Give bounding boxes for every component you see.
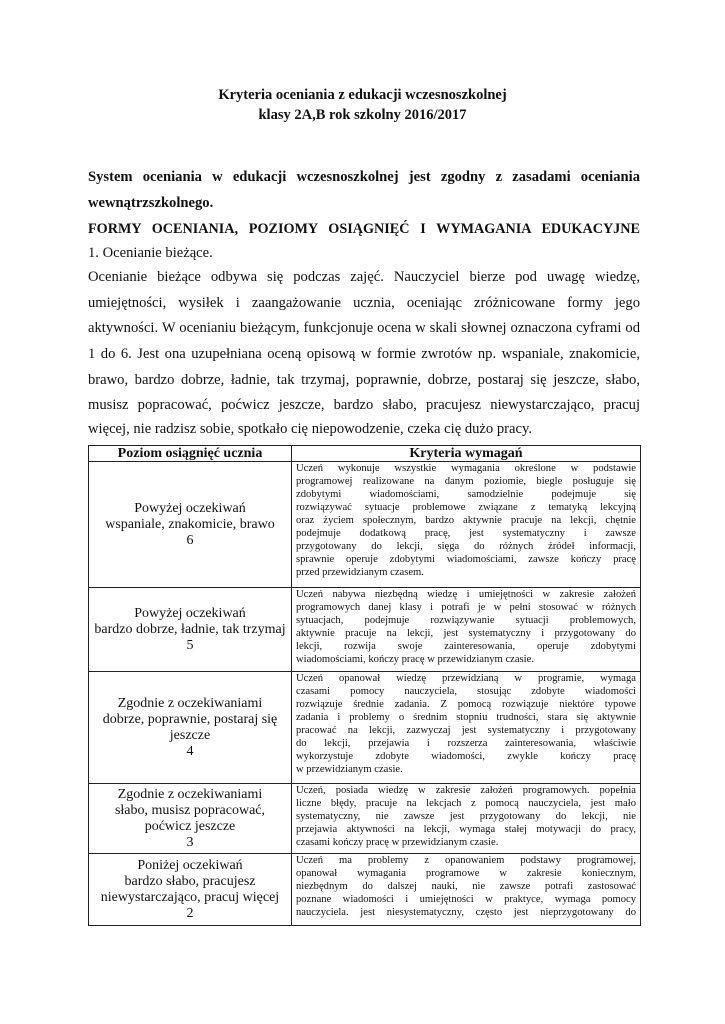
level-label: Poniżej oczekiwań bbox=[137, 857, 243, 873]
body-line: 1 do 6. Jest ona uzupełniana oceną opisową w formie zwrotów np. wspaniale, znakomicie, bbox=[88, 346, 640, 362]
criteria-cell bbox=[292, 462, 641, 588]
header-criteria: Kryteria wymagań bbox=[292, 446, 641, 462]
table-header-row bbox=[89, 446, 641, 462]
criteria-line: wykorzystuje zdobyte wiadomości, zwykle kończy pracę bbox=[296, 751, 636, 762]
criteria-line: Uczeń, posiada wiedzę w zakresie założeń programowych. popełnia bbox=[296, 785, 636, 796]
criteria-table bbox=[88, 445, 641, 926]
system-statement-line: System oceniania w edukacji wczesnoszkolnej jest zgodny z zasadami oceniania bbox=[88, 169, 640, 185]
criteria-line: zadania i problemy o średnim stopniu trudności, stara się aktywnie bbox=[296, 712, 636, 723]
criteria-line: Uczeń ma problemy z opanowaniem podstawy programowej, bbox=[296, 855, 636, 866]
criteria-line: rozwiązywać sytuacje problemowe związane z tematyką lekcyjną bbox=[296, 502, 636, 513]
criteria-line: pracować na lekcji, zazwyczaj jest systematyczny i przygotowany bbox=[296, 725, 636, 736]
level-grade: 5 bbox=[186, 637, 194, 653]
criteria-line: sytuacjach, podejmuje rozwiązywanie sytuacji problemowych, bbox=[296, 615, 636, 626]
level-cell bbox=[89, 462, 292, 588]
criteria-line: programowych danej klasy i potrafi je w pełni stosować w różnych bbox=[296, 602, 636, 613]
table-row bbox=[89, 672, 641, 784]
level-phrases: bardzo dobrze, ładnie, tak trzymaj bbox=[94, 621, 286, 637]
criteria-line: rozwiązuje średnie zadania. Z pomocą rozwiązuje niektóre typowe bbox=[296, 699, 636, 710]
criteria-line: wiadomościami, kończy pracę w przewidzianym czasie. bbox=[296, 654, 534, 665]
level-cell bbox=[89, 672, 292, 784]
criteria-line: Uczeń nabywa niezbędną wiedzę i umiejętności w zakresie założeń bbox=[296, 589, 636, 600]
table-row bbox=[89, 462, 641, 588]
criteria-line: przygotowany do lekcji, sięga do różnych źródeł informacji, bbox=[296, 541, 636, 552]
section-heading: FORMY OCENIANIA, POZIOMY OSIĄGNIĘĆ I WYMAGANIA EDUKACYJNE bbox=[88, 221, 640, 237]
criteria-line: poznane wiadomości i umiejętności w praktyce, wymaga pomocy bbox=[296, 894, 636, 905]
document-subtitle: klasy 2A,B rok szkolny 2016/2017 bbox=[258, 107, 467, 123]
criteria-cell bbox=[292, 672, 641, 784]
level-cell bbox=[89, 854, 292, 926]
criteria-line: Uczeń opanował wiedzę przewidzianą w programie, wymaga bbox=[296, 673, 636, 684]
criteria-line: systematyczny, nie zawsze jest przygotowany do lekcji, nie bbox=[296, 811, 636, 822]
criteria-cell bbox=[292, 588, 641, 672]
level-phrases: słabo, musisz popracować, bbox=[114, 802, 266, 818]
criteria-line: aktywnie pracuje na lekcji, jest systematyczny i przygotowany do bbox=[296, 628, 636, 639]
level-label: Powyżej oczekiwań bbox=[134, 605, 246, 621]
criteria-line: do lekcji, przejawia i rozszerza zainteresowania, właściwie bbox=[296, 738, 636, 749]
criteria-line: przed przewidzianym czasem. bbox=[296, 567, 424, 578]
criteria-line: lekcji, rozwija swoje zainteresowania, operuje zdobytymi bbox=[296, 641, 636, 652]
criteria-line: czasami pomocy nauczyciela, stosując zdobyte wiadomości bbox=[296, 686, 636, 697]
list-item: 1. Ocenianie bieżące. bbox=[88, 245, 213, 261]
criteria-line: przejawia aktywności na lekcji, wymaga stałej motywacji do pracy, bbox=[296, 824, 636, 835]
criteria-line: opanował wymagania programowe w zakresie koniecznym, bbox=[296, 868, 636, 879]
header-level: Poziom osiągnięć ucznia bbox=[89, 446, 292, 462]
level-cell bbox=[89, 588, 292, 672]
document-title: Kryteria oceniania z edukacji wczesnoszkolnej bbox=[218, 87, 507, 103]
body-line: Ocenianie bieżące odbywa się podczas zajęć. Nauczyciel bierze pod uwagę wiedzę, bbox=[88, 269, 640, 285]
level-label: Zgodnie z oczekiwaniami bbox=[117, 786, 263, 802]
table-row bbox=[89, 588, 641, 672]
criteria-cell bbox=[292, 784, 641, 854]
level-grade: 4 bbox=[186, 743, 194, 759]
criteria-line: czasami kończy pracę w przewidzianym czasie. bbox=[296, 837, 499, 848]
level-grade: 6 bbox=[186, 532, 194, 548]
level-label: Powyżej oczekiwań bbox=[134, 500, 246, 516]
level-grade: 3 bbox=[186, 834, 194, 850]
criteria-line: zdobytymi wiadomościami, samodzielnie podejmuje się bbox=[296, 489, 636, 500]
level-grade: 2 bbox=[186, 905, 194, 921]
body-line: brawo, bardzo dobrze, ładnie, tak trzymaj, poprawnie, dobrze, postaraj się jeszcze, słabo, bbox=[88, 372, 640, 388]
level-phrases: wspaniale, znakomicie, brawo bbox=[105, 516, 275, 532]
system-statement-line: wewnątrzszkolnego. bbox=[88, 195, 214, 211]
criteria-line: nauczyciela. jest niesystematyczny, często jest nieprzygotowany do bbox=[296, 907, 636, 918]
level-phrases: niewystarczająco, pracuj więcej bbox=[100, 889, 280, 905]
criteria-cell bbox=[292, 854, 641, 926]
level-cell bbox=[89, 784, 292, 854]
criteria-line: oraz życiem społecznym, bardzo aktywnie pracuje na lekcji, chętnie bbox=[296, 515, 636, 526]
body-line: więcej, nie radzisz sobie, spotkało cię niepowodzenie, czeka cię dużo pracy. bbox=[88, 421, 532, 437]
level-phrases: bardzo słabo, pracujesz bbox=[124, 873, 256, 889]
criteria-line: programowej realizowane na danym poziomie, biegle posługuje się bbox=[296, 476, 636, 487]
criteria-line: Uczeń wykonuje wszystkie wymagania określone w podstawie bbox=[296, 463, 636, 474]
body-line: musisz popracować, poćwicz jeszcze, bardzo słabo, pracujesz niewystarczająco, pracuj bbox=[88, 397, 640, 413]
criteria-line: liczne błędy, pracuje na lekcjach z pomocą nauczyciela, jest mało bbox=[296, 798, 636, 809]
criteria-line: podejmuje dodatkową pracę, jest systematyczny i zawsze bbox=[296, 528, 636, 539]
level-phrases: jeszcze bbox=[169, 727, 211, 743]
level-label: Zgodnie z oczekiwaniami bbox=[117, 695, 263, 711]
criteria-line: w przewidzianym czasie. bbox=[296, 764, 403, 775]
body-line: aktywności. W ocenianiu bieżącym, funkcjonuje ocena w skali słownej oznaczona cyframi od bbox=[88, 320, 640, 336]
table-row bbox=[89, 784, 641, 854]
level-phrases: dobrze, poprawnie, postaraj się bbox=[102, 711, 278, 727]
criteria-line: niezbędnym do dalszej nauki, nie zawsze potrafi zastosować bbox=[296, 881, 636, 892]
table-row bbox=[89, 854, 641, 926]
criteria-line: sprawnie operuje zdobytymi wiadomościami, zawsze kończy pracę bbox=[296, 554, 636, 565]
level-phrases: poćwicz jeszcze bbox=[144, 818, 236, 834]
body-line: umiejętności, wysiłek i zaangażowanie ucznia, oceniając zróżnicowane formy jego bbox=[88, 295, 640, 311]
